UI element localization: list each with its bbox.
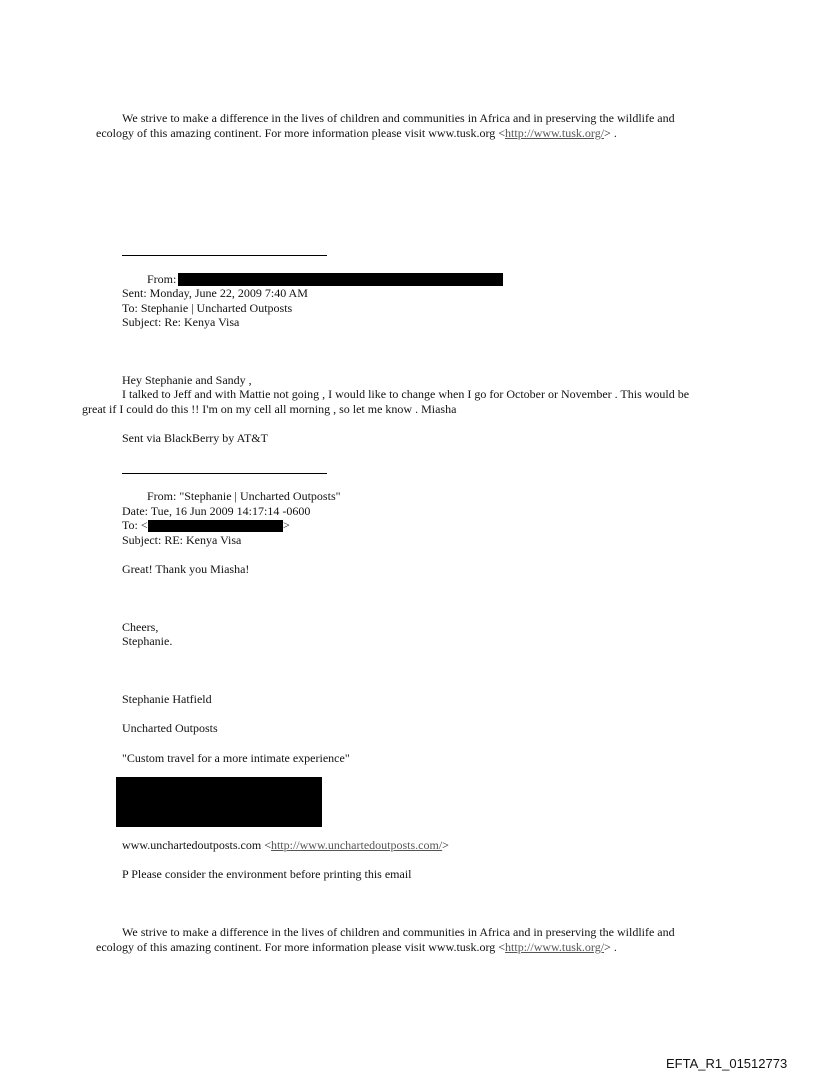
header1-from: From: xyxy=(147,272,177,286)
message1-line-1: I talked to Jeff and with Mattie not going , I would like to change when I go for October or November . This would be xyxy=(122,387,690,401)
redaction-block xyxy=(178,273,503,286)
message2-closing-name: Stephanie. xyxy=(122,634,173,648)
header1-sent: Sent: Monday, June 22, 2009 7:40 AM xyxy=(122,286,308,300)
message1-signature: Sent via BlackBerry by AT&T xyxy=(122,431,268,445)
environment-note: P Please consider the environment before printing this email xyxy=(122,867,412,881)
header2-date: Date: Tue, 16 Jun 2009 14:17:14 -0600 xyxy=(122,504,311,518)
tusk-link[interactable]: http://www.tusk.org/ xyxy=(505,126,605,140)
message1-line-2: great if I could do this !! I'm on my cell all morning , so let me know . Miasha xyxy=(82,402,457,416)
document-id: EFTA_R1_01512773 xyxy=(666,1056,788,1071)
header1-to: To: Stephanie | Uncharted Outposts xyxy=(122,301,293,315)
header2-to-end: > xyxy=(283,518,290,532)
header2-to-label: To: < xyxy=(122,518,148,532)
message1-greeting: Hey Stephanie and Sandy , xyxy=(122,373,252,387)
header2-from: From: "Stephanie | Uncharted Outposts" xyxy=(147,489,341,503)
signature-website: www.unchartedoutposts.com <http://www.unchartedoutposts.com/> xyxy=(122,838,449,852)
header1-subject: Subject: Re: Kenya Visa xyxy=(122,315,240,329)
signature-company: Uncharted Outposts xyxy=(122,721,218,735)
tusk-note-line-1: We strive to make a difference in the lives of children and communities in Africa and in preserving the wildlife and xyxy=(122,111,675,125)
website-link[interactable]: http://www.unchartedoutposts.com/ xyxy=(270,838,443,852)
redaction-block xyxy=(116,777,322,827)
message2-body: Great! Thank you Miasha! xyxy=(122,562,250,576)
redaction-block xyxy=(148,520,283,532)
tusk-link[interactable]: http://www.tusk.org/ xyxy=(505,940,605,954)
message2-closing: Cheers, xyxy=(122,620,159,634)
signature-name: Stephanie Hatfield xyxy=(122,692,212,706)
tusk-note-line-2: ecology of this amazing continent. For more information please visit www.tusk.org <http://www.tusk.org/> . xyxy=(96,940,617,954)
separator-rule xyxy=(122,473,327,474)
signature-tagline: "Custom travel for a more intimate experience" xyxy=(122,751,350,765)
tusk-note-line-2: ecology of this amazing continent. For more information please visit www.tusk.org <http://www.tusk.org/> . xyxy=(96,126,617,140)
separator-rule xyxy=(122,255,327,256)
header2-subject: Subject: RE: Kenya Visa xyxy=(122,533,242,547)
tusk-note-line-1: We strive to make a difference in the lives of children and communities in Africa and in preserving the wildlife and xyxy=(122,925,675,939)
